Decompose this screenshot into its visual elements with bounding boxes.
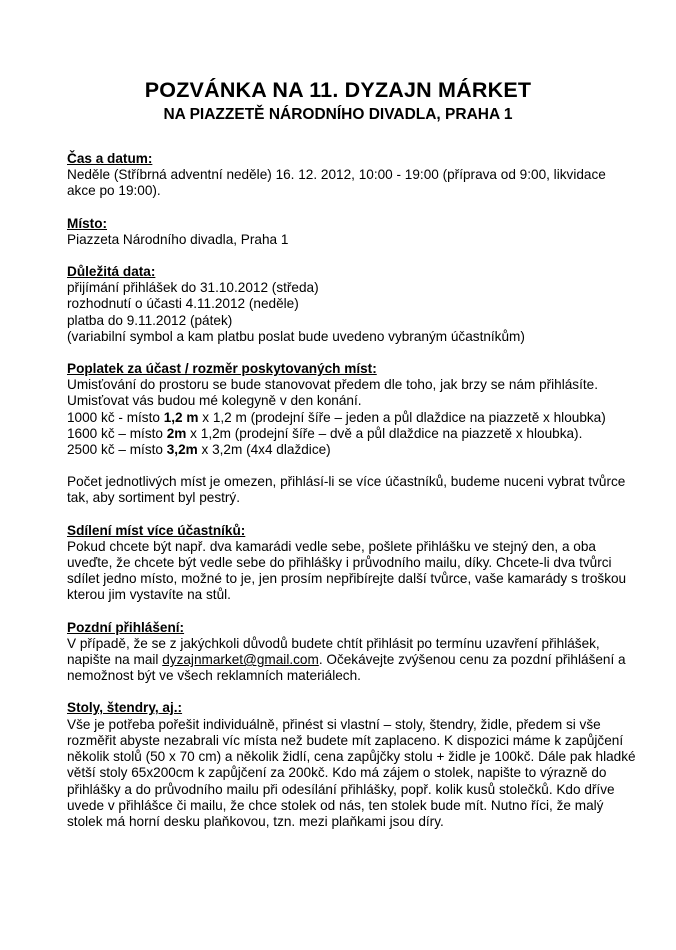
document-body	[67, 151, 637, 846]
section-late-heading: Pozdní přihlášení:	[67, 619, 185, 635]
count-text: Počet jednotlivých míst je omezen, přihlásí-li se více účastníků, budeme nuceni vybrat tvůrce tak, aby sortiment byl pestrý.	[67, 474, 626, 506]
section-dates	[67, 264, 637, 345]
section-late	[67, 620, 637, 685]
dates-line: rozhodnutí o účasti 4.11.2012 (neděle)	[67, 296, 299, 312]
document-subtitle: NA PIAZZETĚ NÁRODNÍHO DIVADLA, PRAHA 1	[163, 106, 513, 123]
section-fee	[67, 361, 637, 458]
section-place-heading: Místo:	[67, 215, 108, 231]
dates-line: platba do 9.11.2012 (pátek)	[67, 312, 233, 328]
section-place-text: Piazzeta Národního divadla, Praha 1	[67, 231, 289, 247]
section-count	[67, 474, 637, 506]
section-time-text: Neděle (Stříbrná adventní neděle) 16. 12. 2012, 10:00 - 19:00 (příprava od 9:00, likvidace akce po 19:00).	[67, 167, 606, 199]
email-link[interactable]: dyzajnmarket@gmail.com	[162, 652, 319, 668]
fee-intro: Umisťování do prostoru se bude stanovovat předem dle toho, jak brzy se nám přihlásíte. Umisťovat vás budou mé kolegyně v den konání.	[67, 377, 598, 409]
section-sharing-heading: Sdílení míst více účastníků:	[67, 522, 246, 538]
section-tables	[67, 700, 637, 830]
section-tables-heading: Stoly, štendry, aj.:	[67, 700, 183, 716]
fee-line-2: 1600 kč – místo 2m x 1,2m (prodejní šíře – dvě a půl dlaždice na piazzetě x hloubka).	[67, 425, 583, 441]
fee-line-1: 1000 kč - místo 1,2 m x 1,2 m (prodejní šíře – jeden a půl dlaždice na piazzetě x hloubka)	[67, 409, 606, 425]
section-dates-heading: Důležitá data:	[67, 264, 156, 280]
fee-line-3: 2500 kč – místo 3,2m x 3,2m (4x4 dlaždice)	[67, 442, 331, 458]
late-text: V případě, že se z jakýchkoli důvodů budete chtít přihlásit po termínu uzavření přihlášek, napište na mail dyzajnmarket@gmail.com. Očekávejte zvýšenou cenu za pozdní přihlášení a nemožnost být ve všech reklamních materiálech.	[67, 635, 626, 684]
section-time-heading: Čas a datum:	[67, 151, 153, 166]
document-title: POZVÁNKA NA 11. DYZAJN MÁRKET	[144, 78, 532, 102]
section-time	[67, 151, 637, 200]
section-place	[67, 216, 637, 248]
sharing-text: Pokud chcete být např. dva kamarádi vedle sebe, pošlete přihlášku ve stejný den, a oba uveďte, že chcete být vedle sebe do přihlášky i průvodního mailu, díky. Chcete-li dva tvůrci sdílet jedno místo, možné to je, jen prosím nepřibírejte další tvůrce, vaše kamarády s troškou kterou jim vystavíte na stůl.	[67, 538, 627, 603]
tables-text: Vše je potřeba pořešit individuálně, přinést si vlastní – stoly, štendry, židle, předem si vše rozměřit abyste nezabrali víc místa než budete mít zaplaceno. K dispozici máme k zapůjčení několik stolů (50 x 70 cm) a několik židlí, cena zapůjčky stolu + židle je 100kč. Dále pak hladké větší stoly 65x200cm k zapůjčení za 200kč. Kdo má zájem o stolek, napište to výrazně do přihlášky a do průvodního mailu při odesílání přihlášky, popř. kolik kusů stolečků. Kdo dříve uvede v přihlášce či mailu, že chce stolek od nás, ten stolek bude mít. Nutno říci, že malý stolek má horní desku plaňkovou, tzn. mezi plaňkami jsou díry.	[67, 716, 636, 829]
dates-line: (variabilní symbol a kam platbu poslat bude uvedeno vybraným účastníkům)	[67, 328, 525, 344]
dates-line: přijímání přihlášek do 31.10.2012 (středa)	[67, 280, 319, 296]
section-sharing	[67, 523, 637, 604]
section-fee-heading: Poplatek za účast / rozměr poskytovaných míst:	[67, 361, 377, 377]
